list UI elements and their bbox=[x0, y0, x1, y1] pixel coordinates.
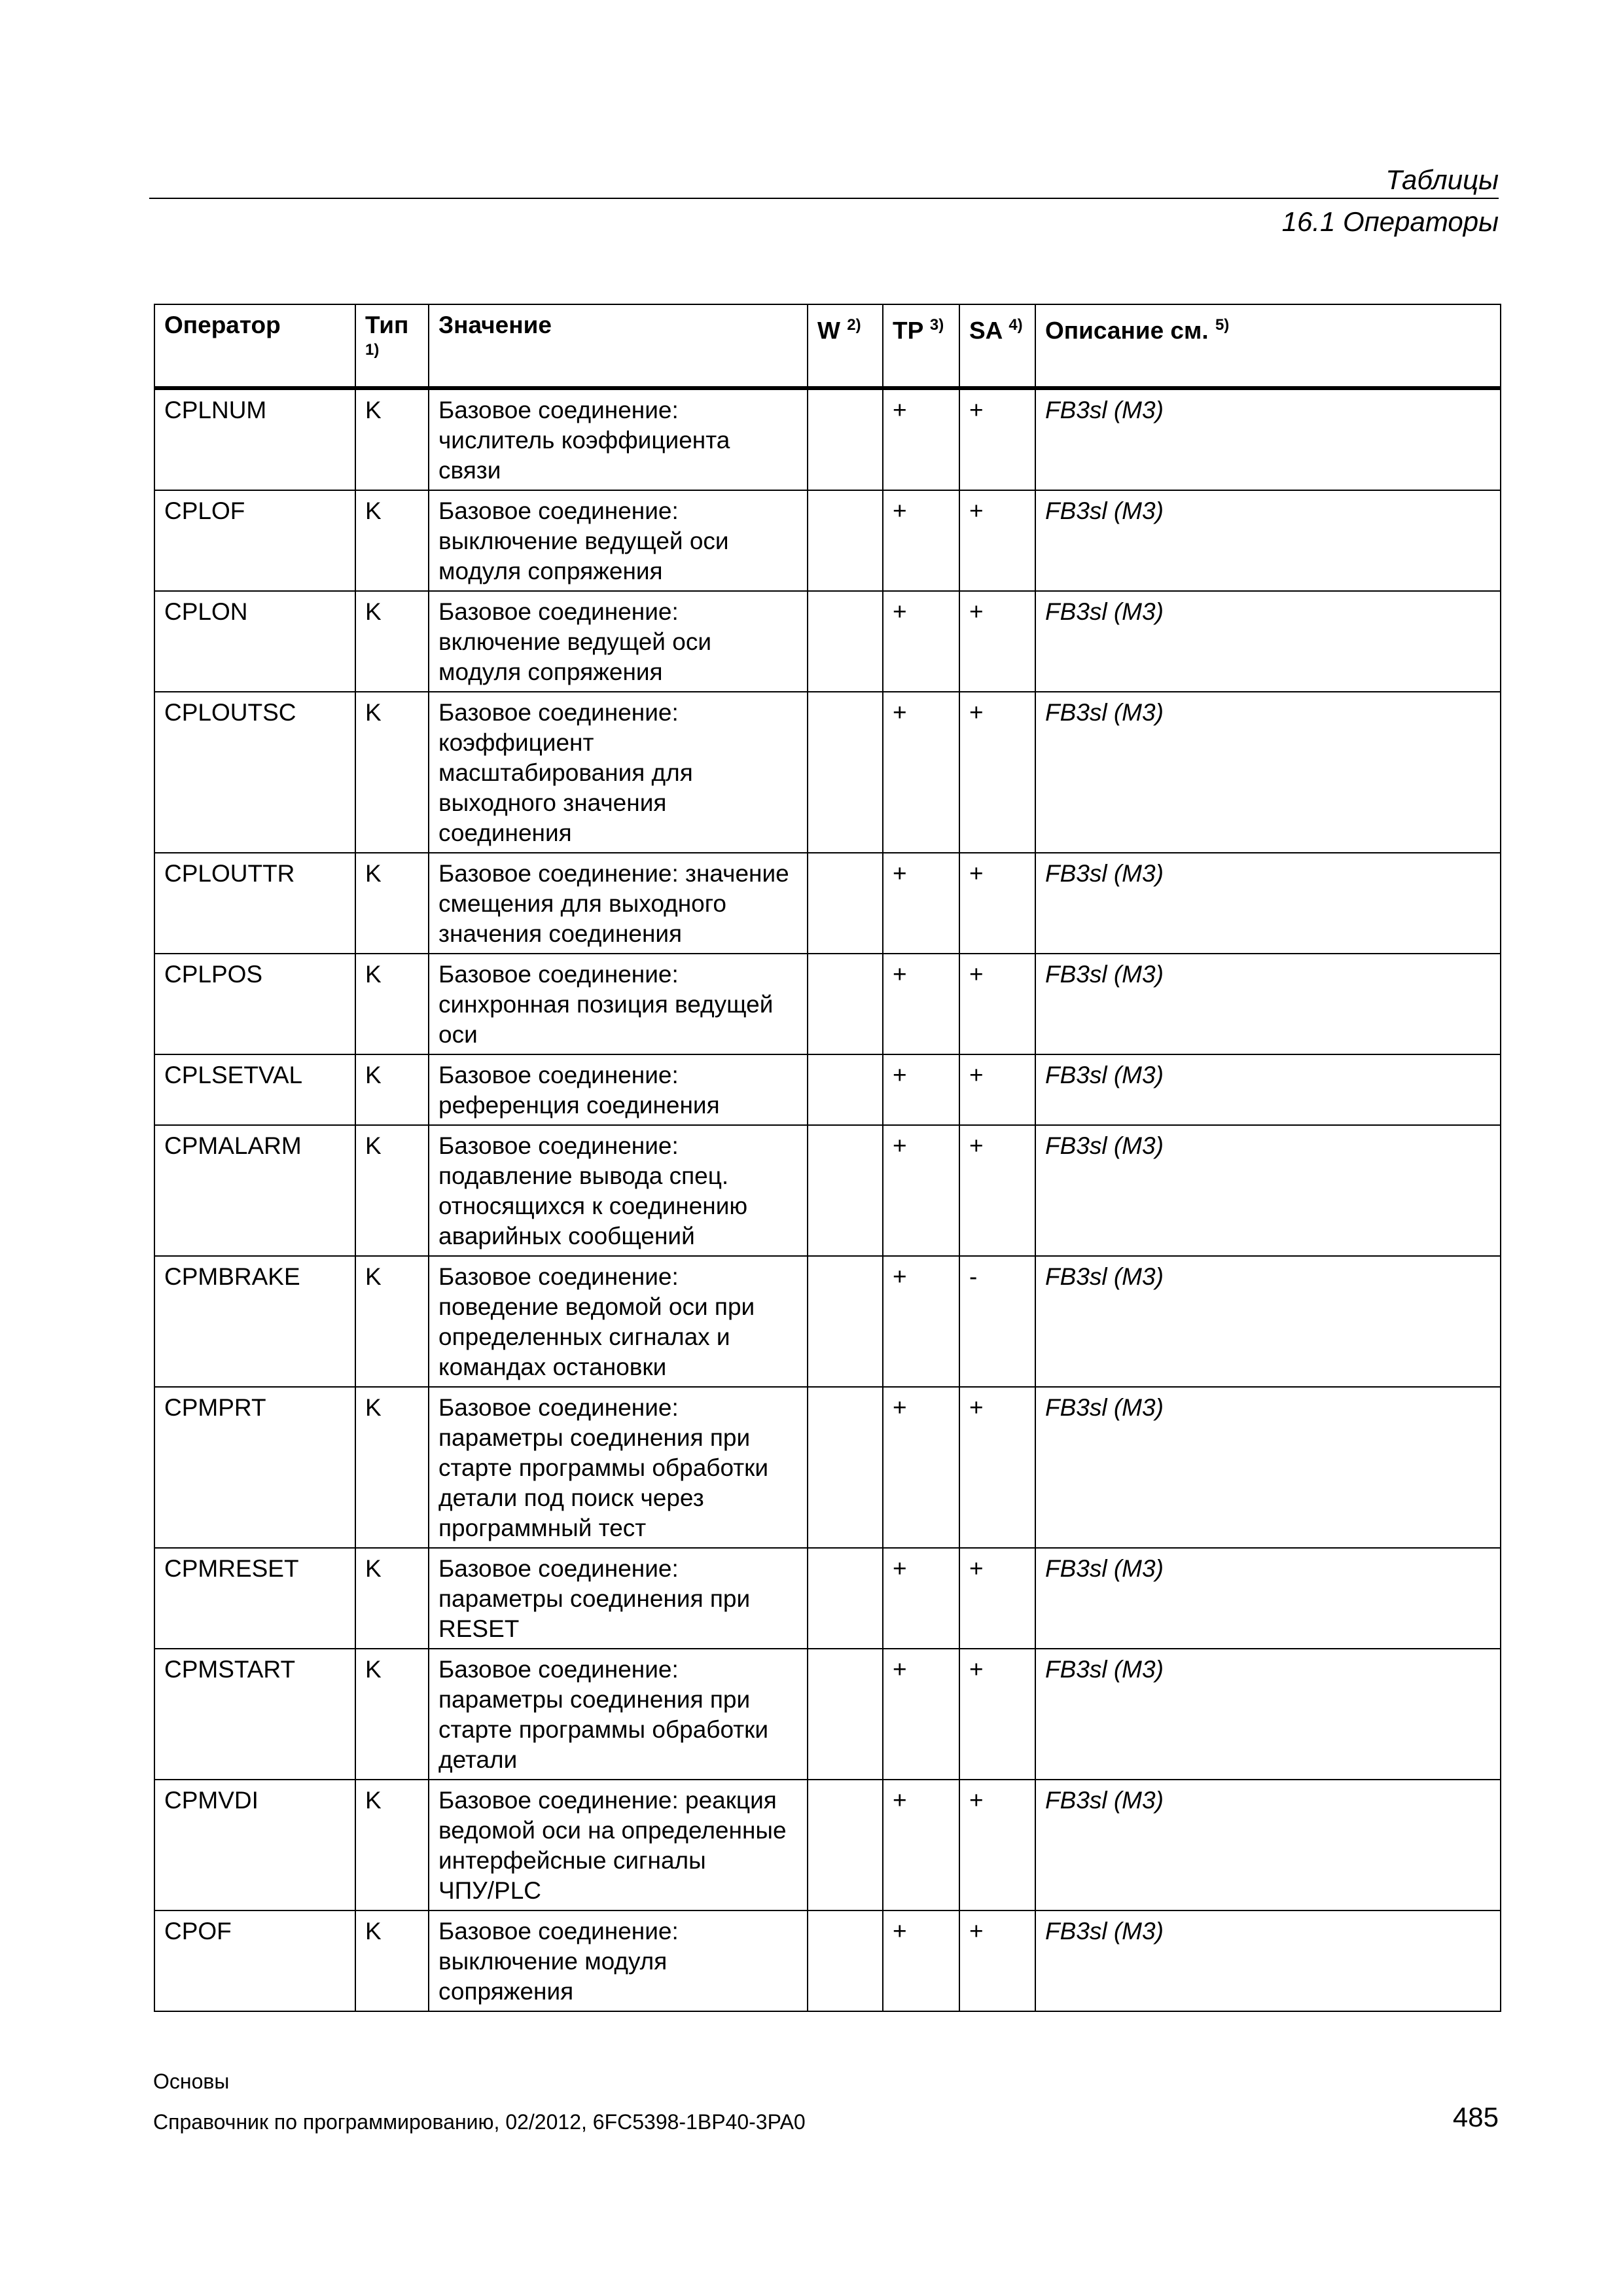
cell-description: FB3sl (M3) bbox=[1035, 1054, 1501, 1125]
cell-sa: + bbox=[959, 1125, 1035, 1256]
table-row bbox=[154, 1256, 1501, 1387]
table-row bbox=[154, 853, 1501, 954]
cell-meaning: Базовое соединение: референция соединения bbox=[429, 1054, 808, 1125]
cell-tp: + bbox=[883, 1548, 959, 1649]
cell-operator: CPMALARM bbox=[154, 1125, 355, 1256]
cell-meaning: Базовое соединение: параметры соединения при RESET bbox=[429, 1548, 808, 1649]
cell-w bbox=[808, 954, 883, 1054]
col-header-tp: TP $^{3)}$ bbox=[883, 304, 959, 388]
footer-document-info: Справочник по программированию, 02/2012, 6FC5398-1BP40-3PA0 bbox=[153, 2110, 806, 2134]
table-row bbox=[154, 692, 1501, 853]
operators-table bbox=[154, 304, 1501, 2012]
cell-sa: - bbox=[959, 1256, 1035, 1387]
cell-tp: + bbox=[883, 1256, 959, 1387]
cell-tp: + bbox=[883, 1910, 959, 2011]
header-rule bbox=[149, 198, 1499, 199]
cell-description: FB3sl (M3) bbox=[1035, 388, 1501, 490]
cell-sa: + bbox=[959, 1054, 1035, 1125]
cell-meaning: Базовое соединение: числитель коэффициента связи bbox=[429, 388, 808, 490]
cell-tp: + bbox=[883, 1387, 959, 1548]
cell-type: K bbox=[355, 1256, 429, 1387]
cell-operator: CPMVDI bbox=[154, 1780, 355, 1910]
cell-tp: + bbox=[883, 1649, 959, 1780]
cell-type: K bbox=[355, 490, 429, 591]
table-row bbox=[154, 1125, 1501, 1256]
cell-sa: + bbox=[959, 1780, 1035, 1910]
cell-tp: + bbox=[883, 692, 959, 853]
cell-type: K bbox=[355, 1125, 429, 1256]
cell-w bbox=[808, 591, 883, 692]
cell-meaning: Базовое соединение: поведение ведомой оси при определенных сигналах и командах остановки bbox=[429, 1256, 808, 1387]
cell-w bbox=[808, 1649, 883, 1780]
cell-tp: + bbox=[883, 490, 959, 591]
cell-meaning: Базовое соединение: коэффициент масштабирования для выходного значения соединения bbox=[429, 692, 808, 853]
cell-operator: CPLSETVAL bbox=[154, 1054, 355, 1125]
cell-operator: CPLPOS bbox=[154, 954, 355, 1054]
cell-description: FB3sl (M3) bbox=[1035, 490, 1501, 591]
table-row bbox=[154, 388, 1501, 490]
cell-operator: CPMSTART bbox=[154, 1649, 355, 1780]
cell-meaning: Базовое соединение: параметры соединения при старте программы обработки детали под поиск через программный тест bbox=[429, 1387, 808, 1548]
cell-meaning: Базовое соединение: включение ведущей оси модуля сопряжения bbox=[429, 591, 808, 692]
cell-meaning: Базовое соединение: выключение модуля сопряжения bbox=[429, 1910, 808, 2011]
cell-description: FB3sl (M3) bbox=[1035, 853, 1501, 954]
table-row bbox=[154, 1054, 1501, 1125]
cell-sa: + bbox=[959, 1548, 1035, 1649]
cell-type: K bbox=[355, 388, 429, 490]
cell-operator: CPLNUM bbox=[154, 388, 355, 490]
cell-description: FB3sl (M3) bbox=[1035, 1548, 1501, 1649]
col-header-meaning: Значение bbox=[429, 304, 808, 388]
cell-type: K bbox=[355, 692, 429, 853]
col-header-type-footnote: 1) bbox=[365, 341, 380, 359]
cell-type: K bbox=[355, 591, 429, 692]
cell-w bbox=[808, 1054, 883, 1125]
cell-tp: + bbox=[883, 1780, 959, 1910]
cell-w bbox=[808, 388, 883, 490]
table-row bbox=[154, 1548, 1501, 1649]
cell-operator: CPOF bbox=[154, 1910, 355, 2011]
col-header-operator: Оператор bbox=[154, 304, 355, 388]
cell-operator: CPLOF bbox=[154, 490, 355, 591]
table-row bbox=[154, 954, 1501, 1054]
section-title: 16.1 Операторы bbox=[1281, 206, 1499, 237]
cell-w bbox=[808, 853, 883, 954]
cell-w bbox=[808, 1387, 883, 1548]
table-row bbox=[154, 591, 1501, 692]
cell-w bbox=[808, 692, 883, 853]
table-row bbox=[154, 490, 1501, 591]
cell-type: K bbox=[355, 1548, 429, 1649]
cell-meaning: Базовое соединение: параметры соединения при старте программы обработки детали bbox=[429, 1649, 808, 1780]
cell-w bbox=[808, 1548, 883, 1649]
cell-type: K bbox=[355, 1387, 429, 1548]
cell-tp: + bbox=[883, 1054, 959, 1125]
cell-sa: + bbox=[959, 388, 1035, 490]
cell-sa: + bbox=[959, 954, 1035, 1054]
table-header-row bbox=[154, 304, 1501, 388]
cell-operator: CPLOUTTR bbox=[154, 853, 355, 954]
cell-w bbox=[808, 1125, 883, 1256]
cell-description: FB3sl (M3) bbox=[1035, 591, 1501, 692]
cell-description: FB3sl (M3) bbox=[1035, 692, 1501, 853]
cell-type: K bbox=[355, 1910, 429, 2011]
cell-tp: + bbox=[883, 1125, 959, 1256]
cell-w bbox=[808, 1910, 883, 2011]
col-header-description: Описание см. $^{5)}$ bbox=[1035, 304, 1501, 388]
table-row bbox=[154, 1387, 1501, 1548]
cell-sa: + bbox=[959, 1910, 1035, 2011]
cell-description: FB3sl (M3) bbox=[1035, 1387, 1501, 1548]
cell-sa: + bbox=[959, 591, 1035, 692]
cell-meaning: Базовое соединение: подавление вывода спец. относящихся к соединению аварийных сообщений bbox=[429, 1125, 808, 1256]
cell-sa: + bbox=[959, 853, 1035, 954]
table-row bbox=[154, 1649, 1501, 1780]
cell-w bbox=[808, 1780, 883, 1910]
cell-meaning: Базовое соединение: реакция ведомой оси на определенные интерфейсные сигналы ЧПУ/PLC bbox=[429, 1780, 808, 1910]
cell-tp: + bbox=[883, 388, 959, 490]
cell-type: K bbox=[355, 954, 429, 1054]
cell-tp: + bbox=[883, 591, 959, 692]
cell-tp: + bbox=[883, 853, 959, 954]
cell-sa: + bbox=[959, 692, 1035, 853]
cell-description: FB3sl (M3) bbox=[1035, 1910, 1501, 2011]
footer-document-title: Основы bbox=[153, 2070, 230, 2093]
page-number: 485 bbox=[1452, 2102, 1499, 2132]
cell-meaning: Базовое соединение: значение смещения для выходного значения соединения bbox=[429, 853, 808, 954]
cell-operator: CPLOUTSC bbox=[154, 692, 355, 853]
col-header-sa: SA $^{4)}$ bbox=[959, 304, 1035, 388]
table-row bbox=[154, 1780, 1501, 1910]
cell-description: FB3sl (M3) bbox=[1035, 1780, 1501, 1910]
cell-w bbox=[808, 490, 883, 591]
cell-meaning: Базовое соединение: синхронная позиция ведущей оси bbox=[429, 954, 808, 1054]
cell-type: K bbox=[355, 1780, 429, 1910]
cell-w bbox=[808, 1256, 883, 1387]
table-row bbox=[154, 1910, 1501, 2011]
cell-type: K bbox=[355, 853, 429, 954]
cell-description: FB3sl (M3) bbox=[1035, 1256, 1501, 1387]
cell-operator: CPMBRAKE bbox=[154, 1256, 355, 1387]
cell-sa: + bbox=[959, 1649, 1035, 1780]
cell-operator: CPMPRT bbox=[154, 1387, 355, 1548]
cell-operator: CPMRESET bbox=[154, 1548, 355, 1649]
cell-sa: + bbox=[959, 1387, 1035, 1548]
cell-sa: + bbox=[959, 490, 1035, 591]
cell-meaning: Базовое соединение: выключение ведущей оси модуля сопряжения bbox=[429, 490, 808, 591]
col-header-type: Тип 1) bbox=[355, 304, 429, 388]
cell-type: K bbox=[355, 1649, 429, 1780]
cell-type: K bbox=[355, 1054, 429, 1125]
cell-tp: + bbox=[883, 954, 959, 1054]
chapter-title: Таблицы bbox=[1385, 164, 1499, 195]
cell-operator: CPLON bbox=[154, 591, 355, 692]
col-header-w: W $^{2)}$ bbox=[808, 304, 883, 388]
cell-description: FB3sl (M3) bbox=[1035, 1125, 1501, 1256]
cell-description: FB3sl (M3) bbox=[1035, 954, 1501, 1054]
cell-description: FB3sl (M3) bbox=[1035, 1649, 1501, 1780]
